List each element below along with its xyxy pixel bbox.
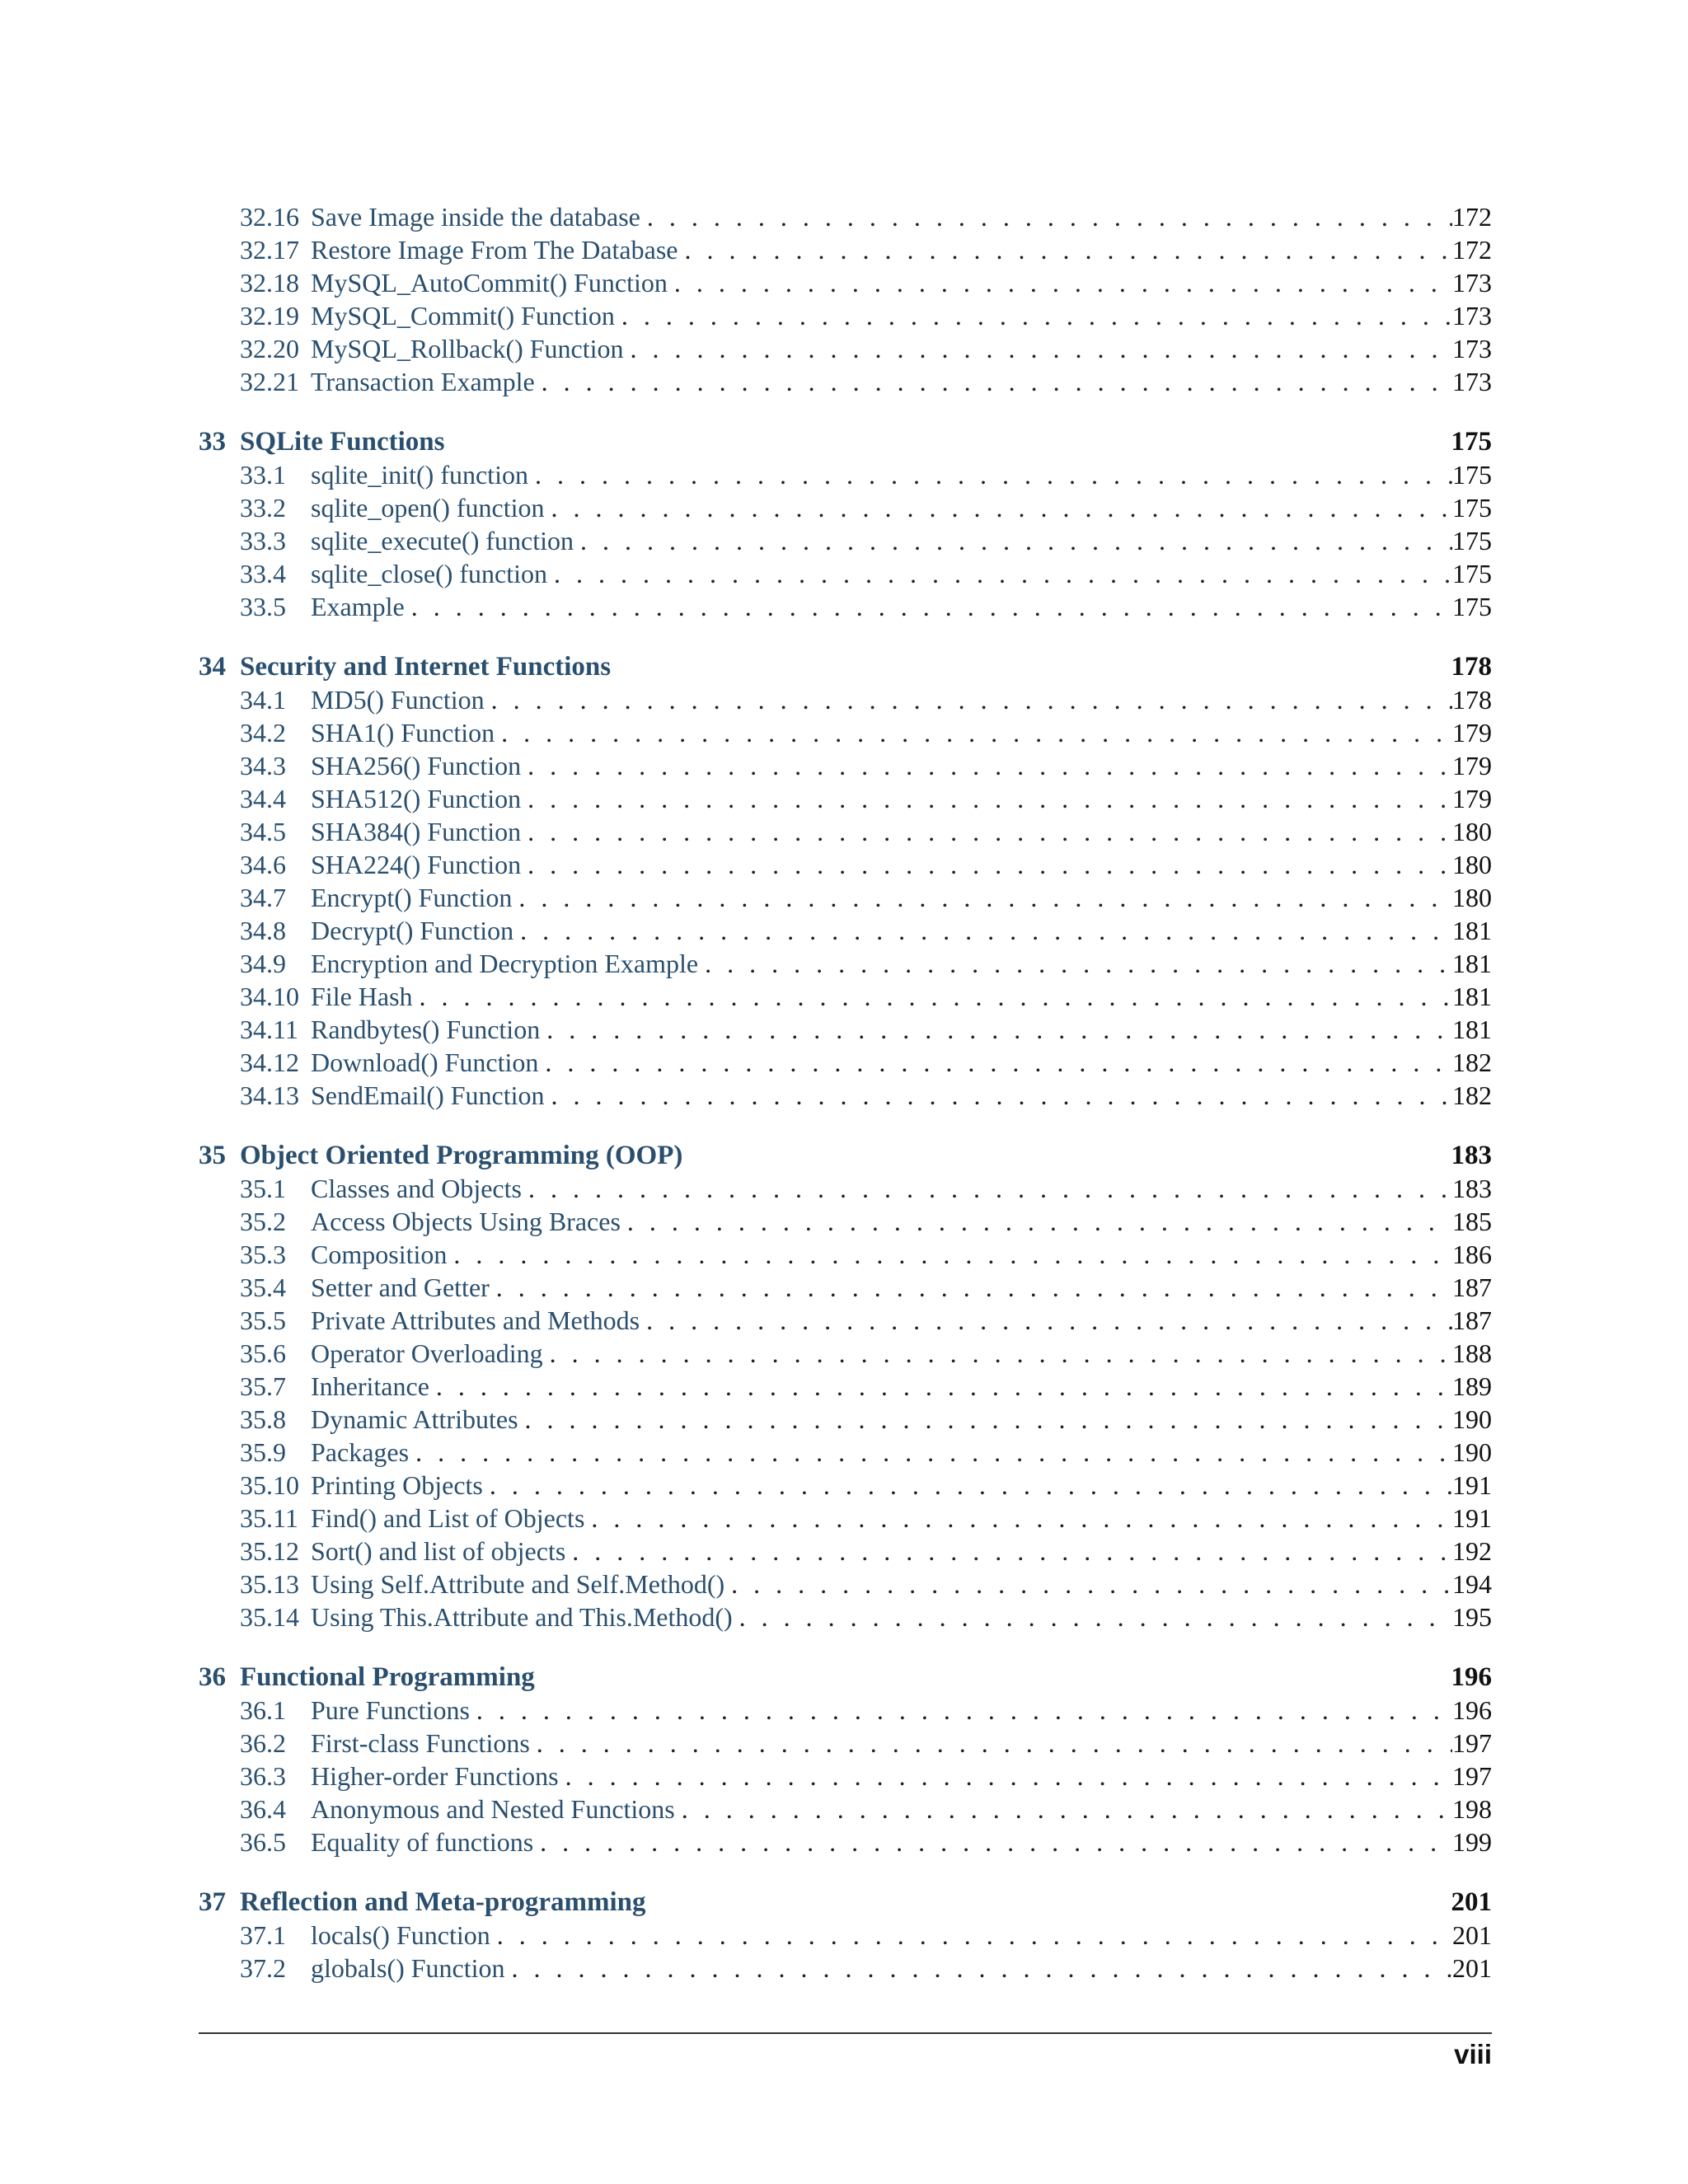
section-number: 35.8 xyxy=(240,1404,286,1434)
section-title: Using This.Attribute and This.Method() xyxy=(311,1602,733,1632)
section-number: 32.16 xyxy=(240,202,299,232)
dot-leader xyxy=(405,590,1452,623)
chapter-number: 34 xyxy=(199,652,226,682)
section-title: Inheritance xyxy=(311,1371,429,1401)
section-title: sqlite_execute() function xyxy=(311,526,574,555)
section-page-number: 183 xyxy=(1452,1174,1492,1203)
section-title: Private Attributes and Methods xyxy=(311,1305,640,1335)
chapter-title: SQLite Functions xyxy=(240,427,445,457)
dot-leader xyxy=(495,716,1452,749)
table-of-contents xyxy=(199,200,1492,2012)
section-number: 36.5 xyxy=(240,1827,286,1857)
section-number: 34.10 xyxy=(240,982,299,1011)
toc-entry-link[interactable] xyxy=(199,716,1492,749)
section-page-number: 201 xyxy=(1452,1920,1492,1950)
section-title: SHA224() Function xyxy=(311,850,522,879)
dot-leader xyxy=(733,1601,1452,1633)
dot-leader xyxy=(544,491,1452,524)
section-page-number: 182 xyxy=(1452,1080,1492,1110)
toc-entry-link[interactable] xyxy=(199,1568,1492,1601)
toc-entry-link[interactable] xyxy=(199,749,1492,782)
section-title: File Hash xyxy=(311,982,413,1011)
toc-entry-link[interactable] xyxy=(199,1825,1492,1858)
section-title: Operator Overloading xyxy=(311,1338,543,1368)
dot-leader xyxy=(483,1469,1452,1502)
toc-chapter xyxy=(199,1661,1492,1858)
section-page-number: 195 xyxy=(1452,1602,1492,1632)
section-page-number: 172 xyxy=(1452,202,1492,232)
section-title: Setter and Getter xyxy=(311,1272,490,1302)
dot-leader xyxy=(535,365,1452,398)
dot-leader xyxy=(485,683,1452,716)
toc-chapter xyxy=(199,425,1492,623)
dot-leader xyxy=(675,1793,1452,1825)
dot-leader xyxy=(678,233,1452,266)
section-page-number: 181 xyxy=(1452,949,1492,978)
section-number: 33.3 xyxy=(240,526,286,555)
section-number: 34.13 xyxy=(240,1080,299,1110)
section-number: 35.2 xyxy=(240,1207,286,1236)
section-title: Encrypt() Function xyxy=(311,883,513,912)
footer-rule xyxy=(199,2032,1492,2034)
dot-leader xyxy=(409,1436,1452,1469)
section-page-number: 197 xyxy=(1452,1728,1492,1758)
chapter-page-number: 196 xyxy=(1451,1662,1492,1692)
section-number: 34.2 xyxy=(240,718,286,748)
section-page-number: 180 xyxy=(1452,883,1492,912)
section-page-number: 190 xyxy=(1452,1437,1492,1467)
section-number: 37.1 xyxy=(240,1920,286,1950)
section-number: 35.12 xyxy=(240,1536,299,1566)
section-title: SHA1() Function xyxy=(311,718,495,748)
toc-entry-link[interactable] xyxy=(199,458,1492,491)
section-number: 33.4 xyxy=(240,559,286,588)
section-title: Anonymous and Nested Functions xyxy=(311,1794,675,1824)
chapter-heading-link[interactable] xyxy=(199,425,1492,458)
section-number: 35.3 xyxy=(240,1240,286,1269)
dot-leader xyxy=(505,1952,1452,1985)
section-number: 37.2 xyxy=(240,1953,286,1983)
toc-entry-link[interactable] xyxy=(199,1337,1492,1370)
section-page-number: 173 xyxy=(1452,334,1492,363)
section-title: Pure Functions xyxy=(311,1695,470,1725)
section-number: 35.6 xyxy=(240,1338,286,1368)
chapter-title: Functional Programming xyxy=(240,1662,535,1692)
toc-entry-link[interactable] xyxy=(199,1370,1492,1403)
chapter-number: 33 xyxy=(199,427,226,457)
toc-entry-link[interactable] xyxy=(199,1502,1492,1535)
chapter-heading-link[interactable] xyxy=(199,1886,1492,1919)
section-page-number: 180 xyxy=(1452,850,1492,879)
section-page-number: 182 xyxy=(1452,1047,1492,1077)
section-page-number: 175 xyxy=(1452,460,1492,490)
chapter-page-number: 178 xyxy=(1451,652,1492,682)
chapter-title: Security and Internet Functions xyxy=(240,652,612,682)
toc-entry-link[interactable] xyxy=(199,1046,1492,1079)
section-number: 32.19 xyxy=(240,301,299,330)
toc-entry-link[interactable] xyxy=(199,1238,1492,1271)
section-page-number: 178 xyxy=(1452,685,1492,715)
section-title: Decrypt() Function xyxy=(311,916,514,945)
dot-leader xyxy=(668,266,1452,299)
section-page-number: 188 xyxy=(1452,1338,1492,1368)
dot-leader xyxy=(470,1694,1452,1727)
dot-leader xyxy=(521,749,1452,782)
section-title: Find() and List of Objects xyxy=(311,1503,585,1533)
toc-entry-link[interactable] xyxy=(199,332,1492,365)
section-number: 34.6 xyxy=(240,850,286,879)
section-number: 36.1 xyxy=(240,1695,286,1725)
section-page-number: 196 xyxy=(1452,1695,1492,1725)
section-page-number: 175 xyxy=(1452,493,1492,523)
section-title: Example xyxy=(311,592,405,621)
dot-leader xyxy=(559,1760,1452,1793)
section-number: 32.18 xyxy=(240,268,299,298)
section-number: 33.5 xyxy=(240,592,286,621)
section-number: 35.7 xyxy=(240,1371,286,1401)
section-title: globals() Function xyxy=(311,1953,505,1983)
section-title: sqlite_close() function xyxy=(311,559,548,588)
section-number: 34.3 xyxy=(240,751,286,780)
chapter-page-number: 183 xyxy=(1451,1141,1492,1170)
chapter-title: Reflection and Meta-programming xyxy=(240,1887,646,1917)
toc-entry-link[interactable] xyxy=(199,491,1492,524)
section-title: sqlite_init() function xyxy=(311,460,528,490)
section-number: 34.9 xyxy=(240,949,286,978)
dot-leader xyxy=(528,458,1452,491)
toc-entry-link[interactable] xyxy=(199,1271,1492,1304)
toc-entry-link[interactable] xyxy=(199,848,1492,881)
chapter-title: Object Oriented Programming (OOP) xyxy=(240,1141,683,1170)
section-number: 32.20 xyxy=(240,334,299,363)
toc-entry-link[interactable] xyxy=(199,1760,1492,1793)
section-page-number: 191 xyxy=(1452,1503,1492,1533)
dot-leader xyxy=(521,815,1452,848)
dot-leader xyxy=(512,881,1452,914)
dot-leader xyxy=(413,980,1452,1013)
section-title: Sort() and list of objects xyxy=(311,1536,566,1566)
toc-entry-link[interactable] xyxy=(199,947,1492,980)
dot-leader xyxy=(621,1205,1452,1238)
section-title: Download() Function xyxy=(311,1047,539,1077)
section-title: Access Objects Using Braces xyxy=(311,1207,621,1236)
toc-entry-link[interactable] xyxy=(199,1403,1492,1436)
toc-entry-link[interactable] xyxy=(199,1172,1492,1205)
page-number: viii xyxy=(1454,2039,1492,2069)
toc-chapter xyxy=(199,1886,1492,1985)
section-number: 36.3 xyxy=(240,1761,286,1791)
dot-leader xyxy=(624,332,1452,365)
section-number: 34.5 xyxy=(240,817,286,846)
dot-leader xyxy=(490,1271,1452,1304)
dot-leader xyxy=(513,914,1452,947)
section-title: SHA256() Function xyxy=(311,751,522,780)
dot-leader xyxy=(640,1304,1452,1337)
section-number: 34.7 xyxy=(240,883,286,912)
dot-leader xyxy=(724,1568,1452,1601)
section-page-number: 201 xyxy=(1452,1953,1492,1983)
section-page-number: 179 xyxy=(1452,751,1492,780)
toc-entry-link[interactable] xyxy=(199,1952,1492,1985)
chapter-page-number: 201 xyxy=(1451,1887,1492,1917)
section-title: MySQL_Commit() Function xyxy=(311,301,615,330)
section-page-number: 181 xyxy=(1452,1015,1492,1044)
section-title: MySQL_Rollback() Function xyxy=(311,334,624,363)
toc-entry-link[interactable] xyxy=(199,815,1492,848)
toc-entry-link[interactable] xyxy=(199,1919,1492,1952)
section-title: Printing Objects xyxy=(311,1470,483,1500)
dot-leader xyxy=(522,1172,1452,1205)
chapter-number: 35 xyxy=(199,1141,226,1170)
section-page-number: 185 xyxy=(1452,1207,1492,1236)
section-page-number: 186 xyxy=(1452,1240,1492,1269)
toc-entry-link[interactable] xyxy=(199,1535,1492,1568)
section-title: locals() Function xyxy=(311,1920,490,1950)
section-page-number: 194 xyxy=(1452,1569,1492,1599)
section-number: 34.11 xyxy=(240,1015,298,1044)
section-page-number: 180 xyxy=(1452,817,1492,846)
toc-entry-link[interactable] xyxy=(199,1694,1492,1727)
section-page-number: 187 xyxy=(1452,1305,1492,1335)
toc-entry-link[interactable] xyxy=(199,980,1492,1013)
toc-entry-link[interactable] xyxy=(199,914,1492,947)
toc-chapter xyxy=(199,1139,1492,1633)
section-page-number: 179 xyxy=(1452,718,1492,748)
toc-entry-link[interactable] xyxy=(199,200,1492,233)
section-page-number: 190 xyxy=(1452,1404,1492,1434)
dot-leader xyxy=(521,782,1452,815)
section-number: 35.1 xyxy=(240,1174,286,1203)
toc-chapter xyxy=(199,200,1492,398)
dot-leader xyxy=(540,1013,1452,1046)
section-page-number: 189 xyxy=(1452,1371,1492,1401)
section-number: 33.2 xyxy=(240,493,286,523)
section-number: 35.5 xyxy=(240,1305,286,1335)
toc-entry-link[interactable] xyxy=(199,1727,1492,1760)
toc-entry-link[interactable] xyxy=(199,1793,1492,1825)
dot-leader xyxy=(547,557,1452,590)
toc-entry-link[interactable] xyxy=(199,1601,1492,1633)
section-title: Classes and Objects xyxy=(311,1174,522,1203)
dot-leader xyxy=(565,1535,1452,1568)
section-number: 32.17 xyxy=(240,235,299,265)
toc-entry-link[interactable] xyxy=(199,266,1492,299)
section-number: 34.12 xyxy=(240,1047,299,1077)
toc-entry-link[interactable] xyxy=(199,782,1492,815)
section-title: sqlite_open() function xyxy=(311,493,545,523)
dot-leader xyxy=(615,299,1452,332)
section-page-number: 173 xyxy=(1452,301,1492,330)
section-title: Higher-order Functions xyxy=(311,1761,559,1791)
section-title: SHA384() Function xyxy=(311,817,522,846)
toc-entry-link[interactable] xyxy=(199,1079,1492,1112)
section-page-number: 198 xyxy=(1452,1794,1492,1824)
section-title: Using Self.Attribute and Self.Method() xyxy=(311,1569,725,1599)
dot-leader xyxy=(533,1825,1452,1858)
dot-leader xyxy=(429,1370,1452,1403)
dot-leader xyxy=(574,524,1452,557)
section-page-number: 191 xyxy=(1452,1470,1492,1500)
section-page-number: 192 xyxy=(1452,1536,1492,1566)
section-number: 32.21 xyxy=(240,367,299,396)
section-number: 34.4 xyxy=(240,784,286,813)
section-page-number: 173 xyxy=(1452,268,1492,298)
section-page-number: 181 xyxy=(1452,982,1492,1011)
section-title: Encryption and Decryption Example xyxy=(311,949,699,978)
toc-entry-link[interactable] xyxy=(199,1436,1492,1469)
section-number: 35.9 xyxy=(240,1437,286,1467)
chapter-heading-link[interactable] xyxy=(199,1661,1492,1694)
section-page-number: 175 xyxy=(1452,592,1492,621)
section-title: First-class Functions xyxy=(311,1728,530,1758)
section-page-number: 172 xyxy=(1452,235,1492,265)
dot-leader xyxy=(640,200,1452,233)
section-number: 35.13 xyxy=(240,1569,299,1599)
toc-entry-link[interactable] xyxy=(199,1013,1492,1046)
section-title: SendEmail() Function xyxy=(311,1080,545,1110)
chapter-page-number: 175 xyxy=(1451,427,1492,457)
section-number: 36.2 xyxy=(240,1728,286,1758)
toc-entry-link[interactable] xyxy=(199,233,1492,266)
dot-leader xyxy=(518,1403,1452,1436)
section-number: 35.11 xyxy=(240,1503,298,1533)
section-title: Equality of functions xyxy=(311,1827,534,1857)
section-page-number: 173 xyxy=(1452,367,1492,396)
toc-entry-link[interactable] xyxy=(199,365,1492,398)
toc-entry-link[interactable] xyxy=(199,557,1492,590)
section-title: Save Image inside the database xyxy=(311,202,640,232)
dot-leader xyxy=(584,1502,1452,1535)
section-page-number: 179 xyxy=(1452,784,1492,813)
section-number: 34.1 xyxy=(240,685,286,715)
chapter-heading-link[interactable] xyxy=(199,650,1492,683)
section-title: Packages xyxy=(311,1437,410,1467)
section-title: MySQL_AutoCommit() Function xyxy=(311,268,668,298)
toc-entry-link[interactable] xyxy=(199,299,1492,332)
toc-chapter xyxy=(199,650,1492,1112)
dot-leader xyxy=(545,1079,1452,1112)
dot-leader xyxy=(543,1337,1452,1370)
dot-leader xyxy=(538,1046,1452,1079)
section-title: Composition xyxy=(311,1240,448,1269)
dot-leader xyxy=(530,1727,1452,1760)
section-title: SHA512() Function xyxy=(311,784,522,813)
section-title: MD5() Function xyxy=(311,685,485,715)
section-title: Dynamic Attributes xyxy=(311,1404,518,1434)
section-page-number: 175 xyxy=(1452,559,1492,588)
section-page-number: 181 xyxy=(1452,916,1492,945)
toc-entry-link[interactable] xyxy=(199,590,1492,623)
chapter-heading-link[interactable] xyxy=(199,1139,1492,1172)
section-title: Randbytes() Function xyxy=(311,1015,541,1044)
dot-leader xyxy=(698,947,1452,980)
chapter-number: 37 xyxy=(199,1887,226,1917)
toc-entry-link[interactable] xyxy=(199,1304,1492,1337)
section-page-number: 197 xyxy=(1452,1761,1492,1791)
section-page-number: 199 xyxy=(1452,1827,1492,1857)
dot-leader xyxy=(490,1919,1452,1952)
section-number: 34.8 xyxy=(240,916,286,945)
toc-entry-link[interactable] xyxy=(199,683,1492,716)
section-number: 35.14 xyxy=(240,1602,299,1632)
section-number: 33.1 xyxy=(240,460,286,490)
section-title: Transaction Example xyxy=(311,367,535,396)
section-number: 35.10 xyxy=(240,1470,299,1500)
section-title: Restore Image From The Database xyxy=(311,235,678,265)
dot-leader xyxy=(521,848,1452,881)
toc-entry-link[interactable] xyxy=(199,1469,1492,1502)
section-page-number: 175 xyxy=(1452,526,1492,555)
section-number: 35.4 xyxy=(240,1272,286,1302)
section-page-number: 187 xyxy=(1452,1272,1492,1302)
section-number: 36.4 xyxy=(240,1794,286,1824)
dot-leader xyxy=(447,1238,1452,1271)
toc-entry-link[interactable] xyxy=(199,881,1492,914)
chapter-number: 36 xyxy=(199,1662,226,1692)
toc-entry-link[interactable] xyxy=(199,1205,1492,1238)
toc-entry-link[interactable] xyxy=(199,524,1492,557)
